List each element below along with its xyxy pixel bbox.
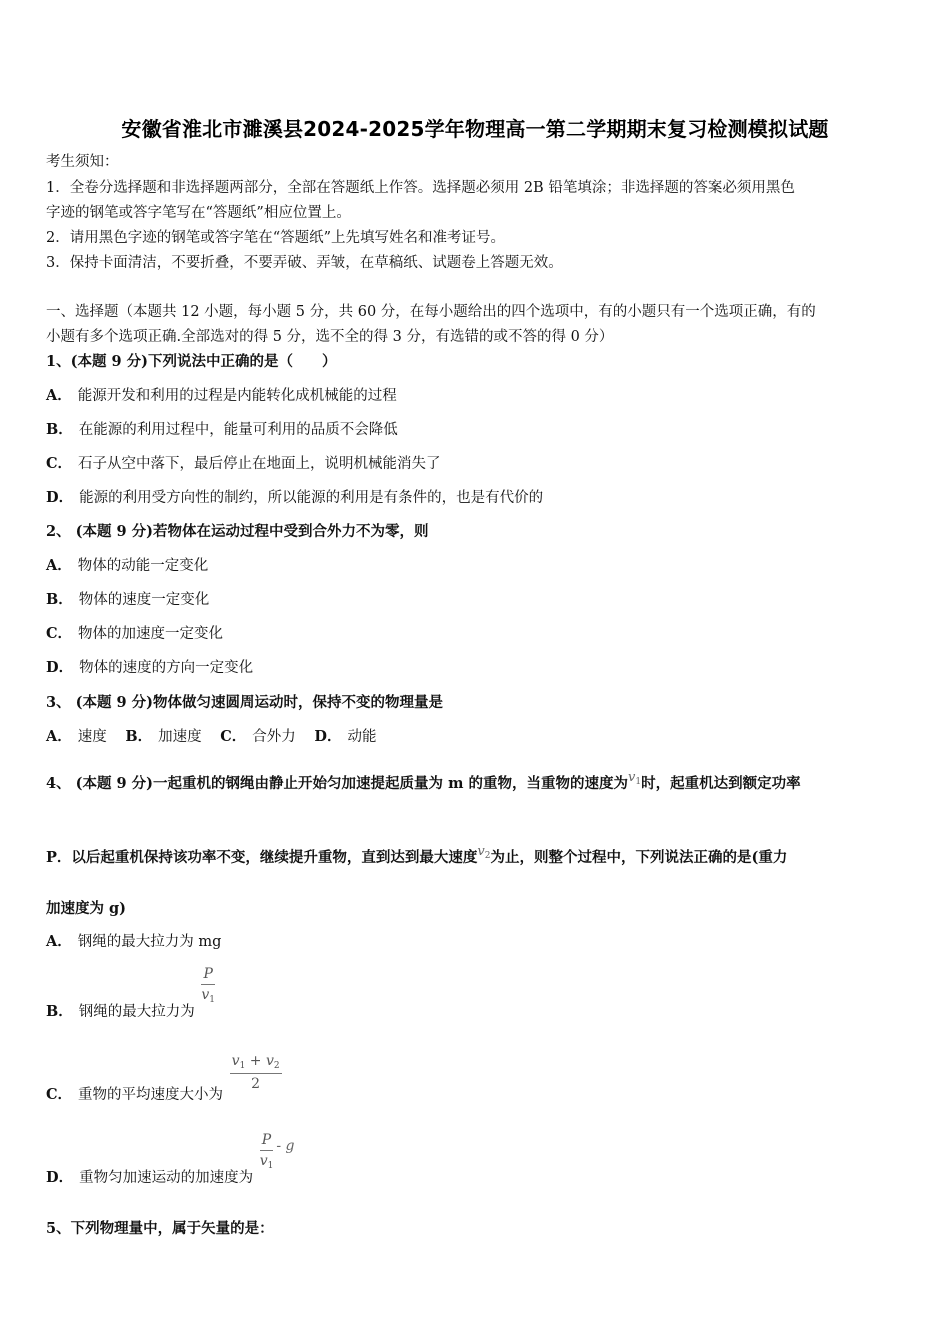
option-text: 钢绳的最大拉力为 [78,1003,195,1020]
question-4-stem-line-1 [46,770,801,798]
option-text: 石子从空中落下，最后停止在地面上，说明机械能消失了 [78,456,441,472]
v2-subscript: 2 [484,851,491,861]
notice-item-1-line-2: 字迹的钢笔或答字笔写在“答题纸”相应位置上。 [46,205,351,221]
v1-subscript: 1 [635,777,642,787]
option-label: D． [46,659,74,676]
question-1-option-b [46,421,398,439]
option-label: D． [46,489,74,506]
option-label: B． [125,728,153,745]
fraction-average-velocity [230,1053,282,1092]
option-text: 速度 [77,729,107,745]
question-1-stem: 1、(本题 9 分)下列说法中正确的是（ ） [46,353,337,370]
option-text: 加速度 [158,729,202,745]
option-text: 重物匀加速运动的加速度为 [79,1169,254,1186]
stem-text: 4、 (本题 9 分)一起重机的钢绳由静止开始匀加速提起质量为 m 的重物，当重物的速度为 [46,775,628,792]
question-3-options [46,728,376,746]
den-subscript: 1 [267,1161,274,1171]
section-heading-line-1: 一、选择题（本题共 12 小题，每小题 5 分，共 60 分，在每小题给出的四个选项中，有的小题只有一个选项正确，有的 [46,304,816,320]
option-label: A． [46,728,72,745]
question-4-option-c [46,1053,282,1103]
num-subscript-a: 1 [239,1061,246,1071]
option-label: C． [46,455,73,472]
question-4-stem-line-2 [46,844,788,872]
stem-text: P．以后起重机保持该功率不变，继续提升重物，直到达到最大速度 [46,849,478,866]
question-5-stem: 5、下列物理量中，属于矢量的是： [46,1220,274,1237]
option-text: 物体的速度的方向一定变化 [79,660,254,676]
option-label: D． [314,728,342,745]
notice-heading: 考生须知： [46,154,119,170]
question-1-option-c [46,455,441,473]
question-4-option-d [46,1132,295,1186]
option-label: C． [46,1085,73,1103]
option-label: B． [46,1002,73,1020]
v2-symbol [477,844,490,859]
fraction-numerator: P [201,966,215,985]
option-text: 合外力 [252,729,296,745]
section-heading-line-2: 小题有多个选项正确.全部选对的得 5 分，选不全的得 3 分，有选错的或不答的得 0 分） [46,329,614,345]
num-letter-a: v [231,1053,240,1069]
v1-letter: v [627,770,636,785]
option-label: B． [46,591,73,608]
option-label: B． [46,421,73,438]
question-2-option-b [46,591,209,609]
den-letter: v [201,987,210,1003]
option-text: 能源的利用受方向性的制约，所以能源的利用是有条件的，也是有代价的 [79,490,544,506]
option-label: C． [220,728,247,745]
stem-text: 为止，则整个过程中，下列说法正确的是(重力 [490,849,788,866]
num-subscript-b: 2 [273,1061,280,1071]
option-text: 物体的加速度一定变化 [78,626,224,642]
option-label: A． [46,557,72,574]
fraction-denominator: 2 [251,1076,261,1092]
question-4-option-a [46,933,221,951]
fraction-numerator [230,1053,282,1074]
fraction-p-over-v1 [201,966,215,1005]
question-4-stem-line-3: 加速度为 g) [46,900,127,917]
option-text: 动能 [347,729,377,745]
page-title: 安徽省淮北市濉溪县2024-2025学年物理高一第二学期期末复习检测模拟试题 [121,117,829,141]
den-letter: v [259,1153,268,1169]
num-letter-b: v [265,1053,274,1069]
question-2-stem: 2、 (本题 9 分)若物体在运动过程中受到合外力不为零，则 [46,523,429,540]
option-text: 重物的平均速度大小为 [78,1086,224,1103]
question-2-option-a [46,557,208,575]
den-subscript: 1 [209,995,216,1005]
minus-g-term: - g [276,1137,295,1154]
option-text: 物体的动能一定变化 [77,558,209,574]
option-label: A． [46,387,72,404]
option-text: 在能源的利用过程中，能量可利用的品质不会降低 [78,422,398,438]
question-1-option-d [46,489,543,507]
stem-text: 时，起重机达到额定功率 [641,775,801,792]
question-1-option-a [46,387,397,405]
fraction-p-over-v1 [260,1132,274,1171]
option-label: A． [46,933,72,950]
question-3-stem: 3、 (本题 9 分)物体做匀速圆周运动时，保持不变的物理量是 [46,694,444,711]
notice-item-1-line-1: 1．全卷分选择题和非选择题两部分，全部在答题纸上作答。选择题必须用 2B 铅笔填涂；非选择题的答案必须用黑色 [46,180,795,196]
option-text: 物体的速度一定变化 [78,592,210,608]
fraction-numerator: P [260,1132,274,1151]
question-2-option-d [46,659,253,677]
plus-sign: + [245,1053,266,1069]
option-text: 能源开发和利用的过程是内能转化成机械能的过程 [77,388,397,404]
option-text: 钢绳的最大拉力为 mg [77,934,222,950]
question-2-option-c [46,625,223,643]
notice-item-2: 2．请用黑色字迹的钢笔或答字笔在“答题纸”上先填写姓名和准考证号。 [46,230,506,246]
v2-letter: v [477,844,485,859]
question-4-option-b [46,966,216,1020]
fraction-denominator [260,1151,274,1171]
option-label: D． [46,1168,74,1186]
notice-item-3: 3．保持卡面清洁，不要折叠，不要弄破、弄皱，在草稿纸、试题卷上答题无效。 [46,255,563,271]
option-label: C． [46,625,73,642]
v1-symbol [628,770,641,785]
fraction-denominator [201,985,215,1005]
